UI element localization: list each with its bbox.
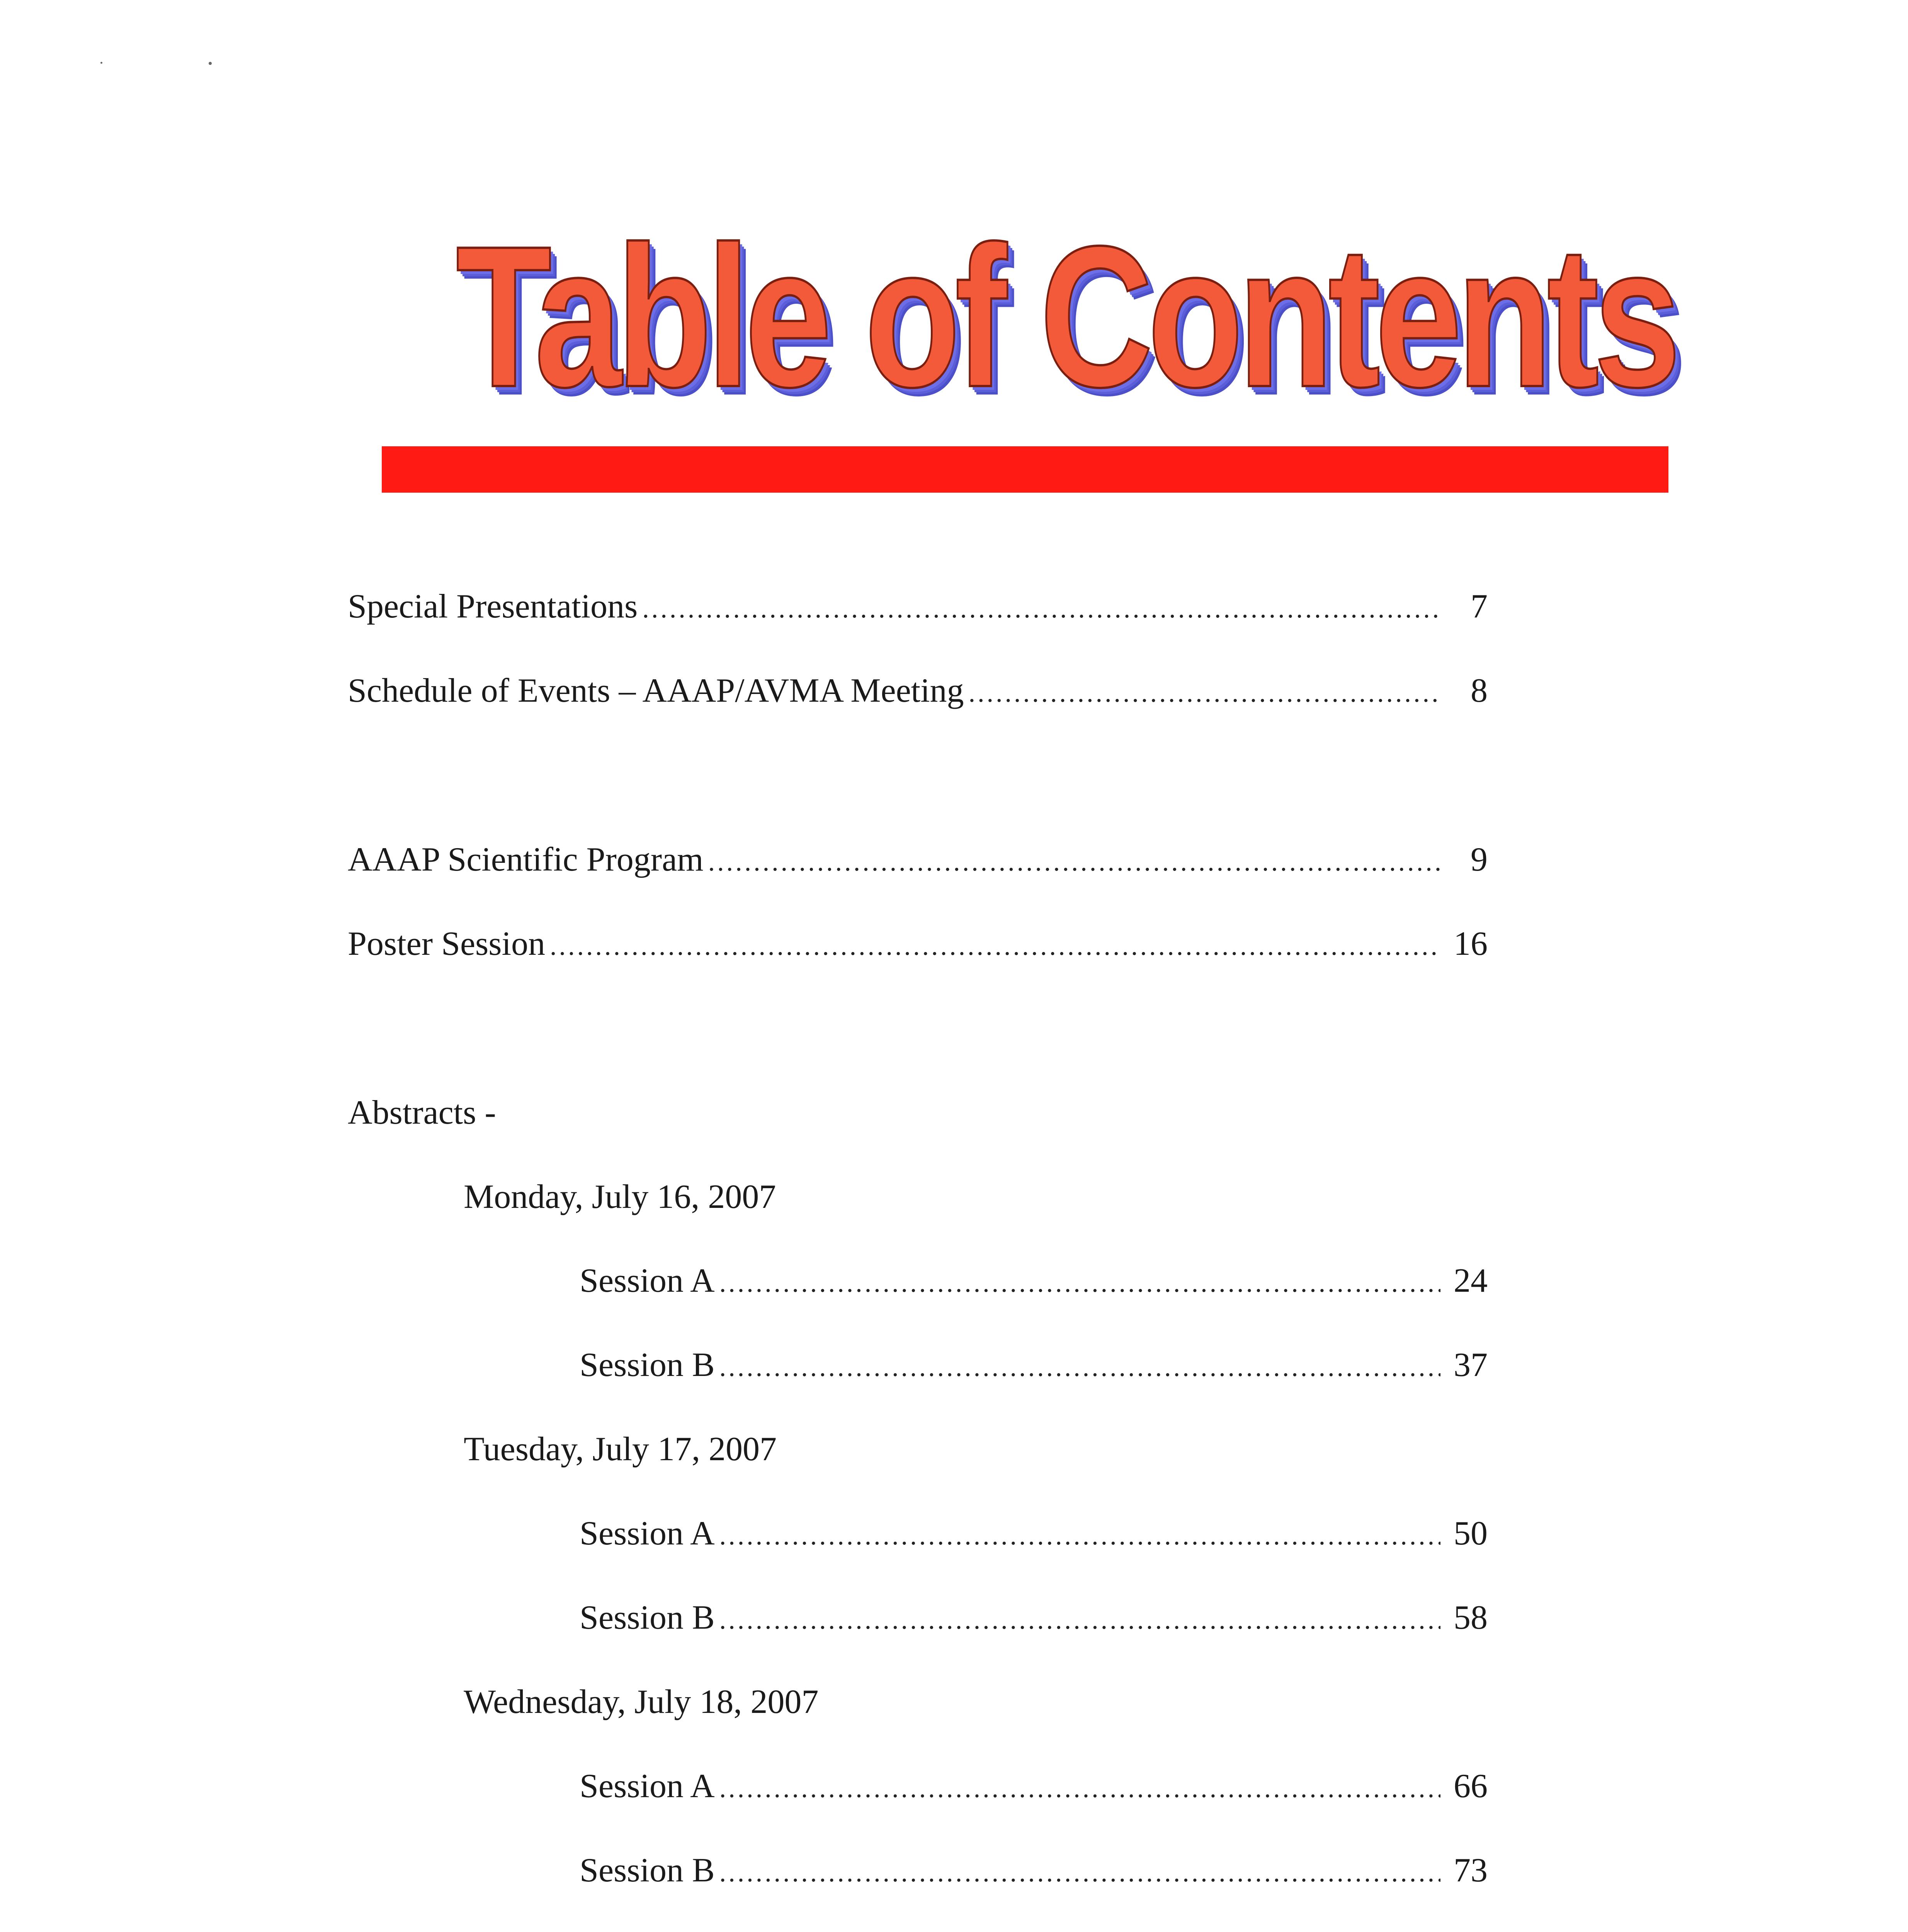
dot-leader [719,1262,1440,1304]
toc-entry-label: Poster Session [348,925,545,963]
toc-entry-label: Session A [580,1262,715,1299]
toc-entry-page: 37 [1454,1346,1488,1384]
dot-leader [642,588,1440,630]
dot-leader [719,1767,1440,1810]
day-heading-wednesday: Wednesday, July 18, 2007 [464,1683,819,1721]
scan-speck [209,62,212,65]
dot-leader [708,841,1440,883]
dot-leader [969,672,1440,714]
toc-entry-label: Session A [580,1515,715,1552]
toc-entry-monday-session-a [580,1260,1488,1304]
dot-leader [719,1346,1440,1389]
toc-entry-label: Special Presentations [348,588,638,625]
toc-entry-tuesday-session-a [580,1512,1488,1557]
day-heading-tuesday: Tuesday, July 17, 2007 [464,1430,777,1468]
scan-speck [100,62,102,64]
day-heading-monday: Monday, July 16, 2007 [464,1178,776,1216]
title-underline-bar [382,446,1668,493]
dot-leader [719,1852,1440,1894]
toc-entry-label: Session B [580,1599,715,1636]
page-title: Table of Contents [456,204,1676,429]
toc-entry-page: 50 [1454,1515,1488,1552]
toc-entry-monday-session-b [580,1344,1488,1389]
abstracts-heading: Abstracts - [348,1094,496,1131]
toc-entry-page: 73 [1454,1852,1488,1889]
toc-entry-page: 16 [1454,925,1488,963]
toc-entry-page: 9 [1471,841,1488,878]
toc-entry-label: AAAP Scientific Program [348,841,704,878]
toc-entry-page: 24 [1454,1262,1488,1299]
toc-entry-poster-session [348,923,1488,968]
toc-entry-wednesday-session-b [580,1849,1488,1894]
toc-entry-label: Session A [580,1767,715,1805]
dot-leader [719,1599,1440,1641]
dot-leader [550,925,1440,968]
toc-entry-label: Session B [580,1852,715,1889]
toc-entry-page: 7 [1471,588,1488,625]
toc-entry-label: Schedule of Events – AAAP/AVMA Meeting [348,672,964,709]
toc-entry-page: 66 [1454,1767,1488,1805]
toc-entry-special-presentations [348,585,1488,630]
toc-entry-page: 58 [1454,1599,1488,1636]
toc-entry-page: 8 [1471,672,1488,709]
toc-entry-tuesday-session-b [580,1597,1488,1641]
toc-entry-label: Session B [580,1346,715,1384]
toc-entry-schedule-of-events [348,670,1488,714]
dot-leader [719,1515,1440,1557]
toc-entry-aaap-scientific-program [348,838,1488,883]
toc-entry-wednesday-session-a [580,1765,1488,1810]
